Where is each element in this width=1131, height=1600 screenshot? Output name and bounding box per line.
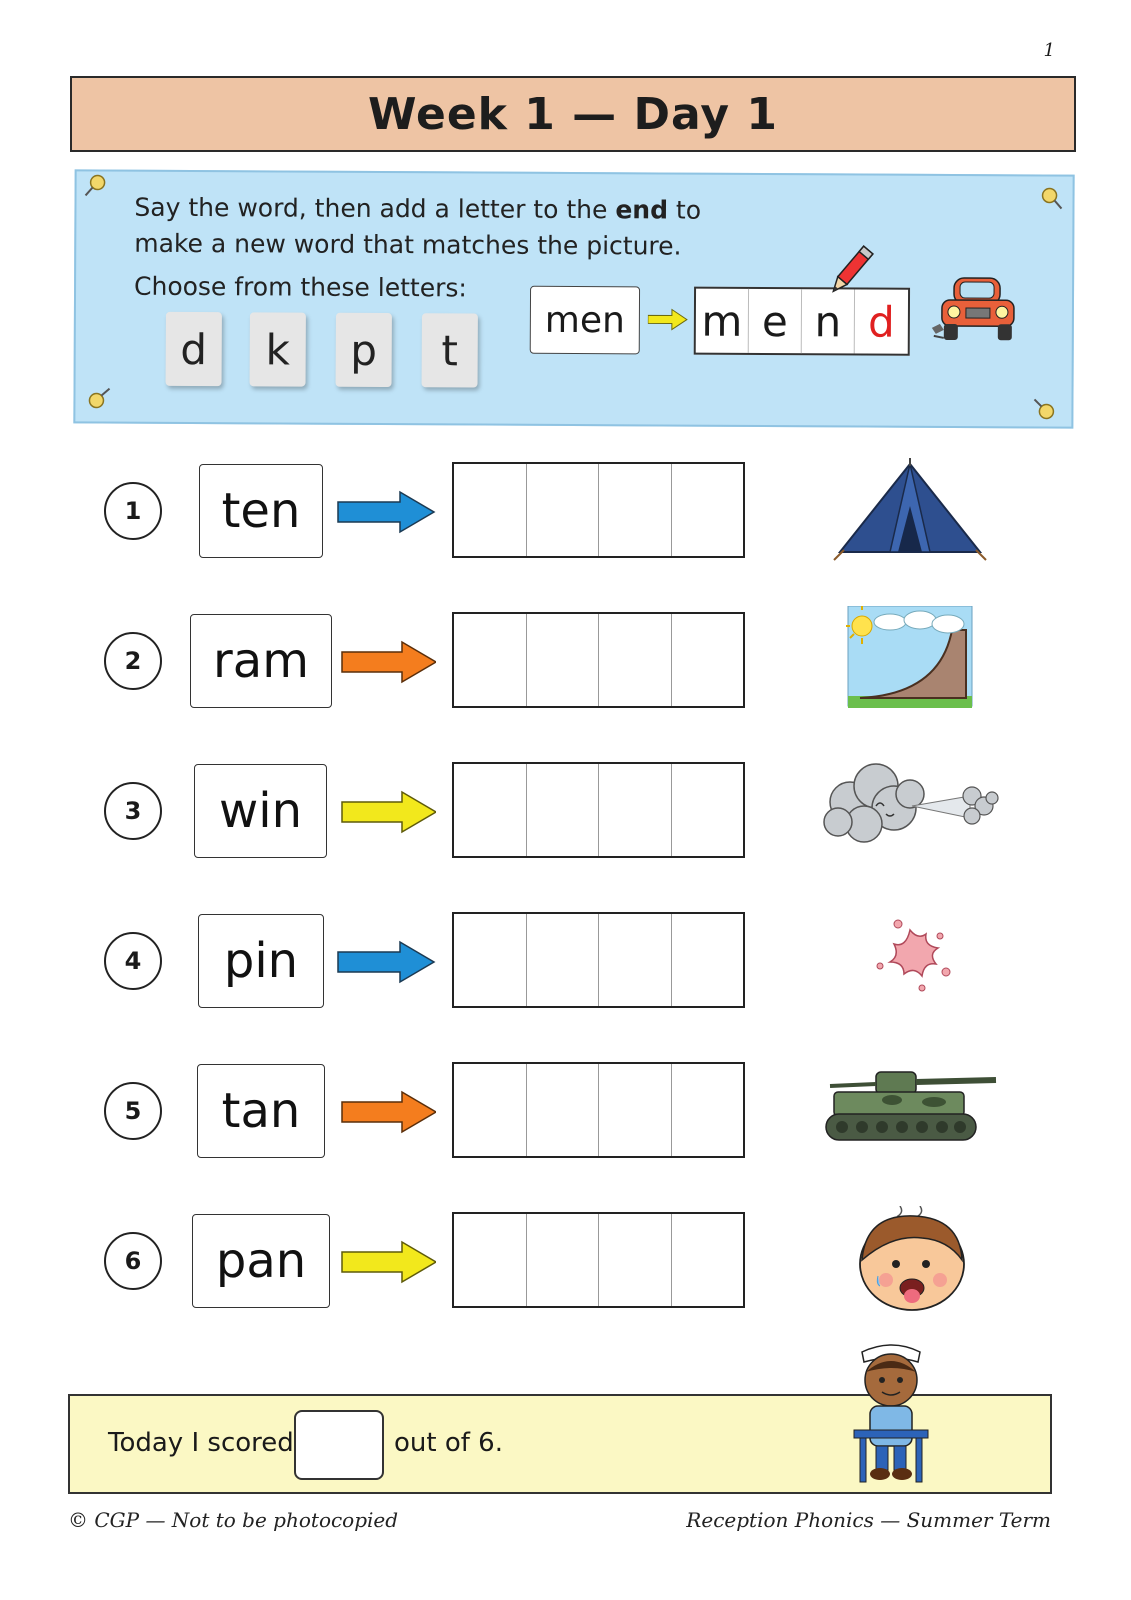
title-bar [70, 76, 1076, 152]
page-title: Week 1 — Day 1 [368, 88, 778, 140]
footer-book-title: Reception Phonics — Summer Term [686, 1508, 1051, 1532]
example-arrow-icon [648, 308, 688, 330]
answer-letter-box[interactable] [599, 464, 672, 556]
arrow-icon [336, 490, 436, 534]
question-row-2 [0, 612, 1131, 712]
pin-icon [1031, 396, 1057, 422]
nurse-icon [846, 1336, 936, 1486]
paint-splat-icon [820, 906, 1000, 1016]
answer-boxes[interactable] [452, 612, 745, 708]
arrow-icon [336, 790, 436, 834]
example-letter: e [749, 289, 802, 353]
wind-icon [820, 756, 1000, 866]
answer-letter-box[interactable] [527, 1064, 600, 1156]
start-word: ten [199, 464, 323, 558]
start-word: ram [190, 614, 332, 708]
example-letter-added: d [867, 297, 895, 347]
question-row-3 [0, 762, 1131, 862]
instruction-line1-end: to [667, 195, 702, 225]
start-word: tan [197, 1064, 325, 1158]
question-row-6 [0, 1212, 1131, 1312]
instruction-bold: end [615, 195, 669, 225]
question-row-5 [0, 1062, 1131, 1162]
answer-letter-box[interactable] [527, 614, 600, 706]
score-prefix: Today I scored [108, 1428, 294, 1458]
letter-tile: k [250, 312, 306, 386]
footer-copyright: © CGP — Not to be photocopied [68, 1508, 399, 1532]
answer-letter-box[interactable] [527, 764, 600, 856]
page-number: 1 [1043, 40, 1055, 61]
answer-boxes[interactable] [452, 762, 745, 858]
answer-boxes[interactable] [452, 912, 745, 1008]
answer-letter-box[interactable] [454, 614, 527, 706]
score-input-box[interactable] [294, 1410, 384, 1480]
arrow-icon [336, 940, 436, 984]
answer-letter-box[interactable] [672, 1214, 744, 1306]
answer-letter-box[interactable] [454, 1064, 527, 1156]
pin-icon [1038, 186, 1064, 212]
arrow-icon [336, 1240, 436, 1284]
example-word: men [530, 286, 640, 355]
question-number: 1 [104, 482, 162, 540]
answer-letter-box[interactable] [527, 464, 600, 556]
answer-letter-box[interactable] [454, 1214, 527, 1306]
question-number: 3 [104, 782, 162, 840]
ramp-icon [820, 606, 1000, 716]
letter-tile: t [422, 313, 478, 387]
arrow-icon [336, 640, 436, 684]
pin-icon [83, 173, 109, 199]
question-number: 5 [104, 1082, 162, 1140]
car-icon [930, 272, 1030, 349]
letter-tile: p [336, 313, 392, 387]
answer-letter-box[interactable] [454, 914, 527, 1006]
question-number: 4 [104, 932, 162, 990]
start-word: pin [198, 914, 324, 1008]
answer-letter-box[interactable] [672, 764, 744, 856]
answer-letter-box[interactable] [599, 1064, 672, 1156]
answer-boxes[interactable] [452, 1212, 745, 1308]
answer-letter-box[interactable] [599, 1214, 672, 1306]
start-word: win [194, 764, 327, 858]
start-word: pan [192, 1214, 330, 1308]
answer-boxes[interactable] [452, 1062, 745, 1158]
answer-letter-box[interactable] [672, 1064, 744, 1156]
answer-boxes[interactable] [452, 462, 745, 558]
score-suffix: out of 6. [394, 1428, 503, 1458]
answer-letter-box[interactable] [454, 764, 527, 856]
arrow-icon [336, 1090, 436, 1134]
panting-face-icon [820, 1206, 1000, 1316]
example-letter: m [696, 289, 749, 353]
question-row-4 [0, 912, 1131, 1012]
question-number: 6 [104, 1232, 162, 1290]
tank-icon [820, 1056, 1000, 1166]
question-row-1 [0, 462, 1131, 562]
question-number: 2 [104, 632, 162, 690]
example-letter: n [802, 289, 855, 353]
answer-letter-box[interactable] [672, 614, 744, 706]
instruction-panel [73, 169, 1074, 428]
answer-letter-box[interactable] [672, 464, 744, 556]
pencil-icon [820, 241, 880, 301]
instruction-line1: Say the word, then add a letter to the [134, 192, 616, 225]
answer-letter-box[interactable] [672, 914, 744, 1006]
instruction-text [134, 190, 701, 265]
pin-icon [85, 385, 111, 411]
tent-icon [820, 456, 1000, 566]
answer-letter-box[interactable] [599, 764, 672, 856]
answer-letter-box[interactable] [527, 914, 600, 1006]
answer-letter-box[interactable] [599, 614, 672, 706]
answer-letter-box[interactable] [527, 1214, 600, 1306]
answer-letter-box[interactable] [454, 464, 527, 556]
choose-letters-label: Choose from these letters: [133, 271, 467, 303]
instruction-line2: make a new word that matches the picture. [134, 228, 682, 261]
answer-letter-box[interactable] [599, 914, 672, 1006]
letter-tile: d [166, 312, 222, 386]
